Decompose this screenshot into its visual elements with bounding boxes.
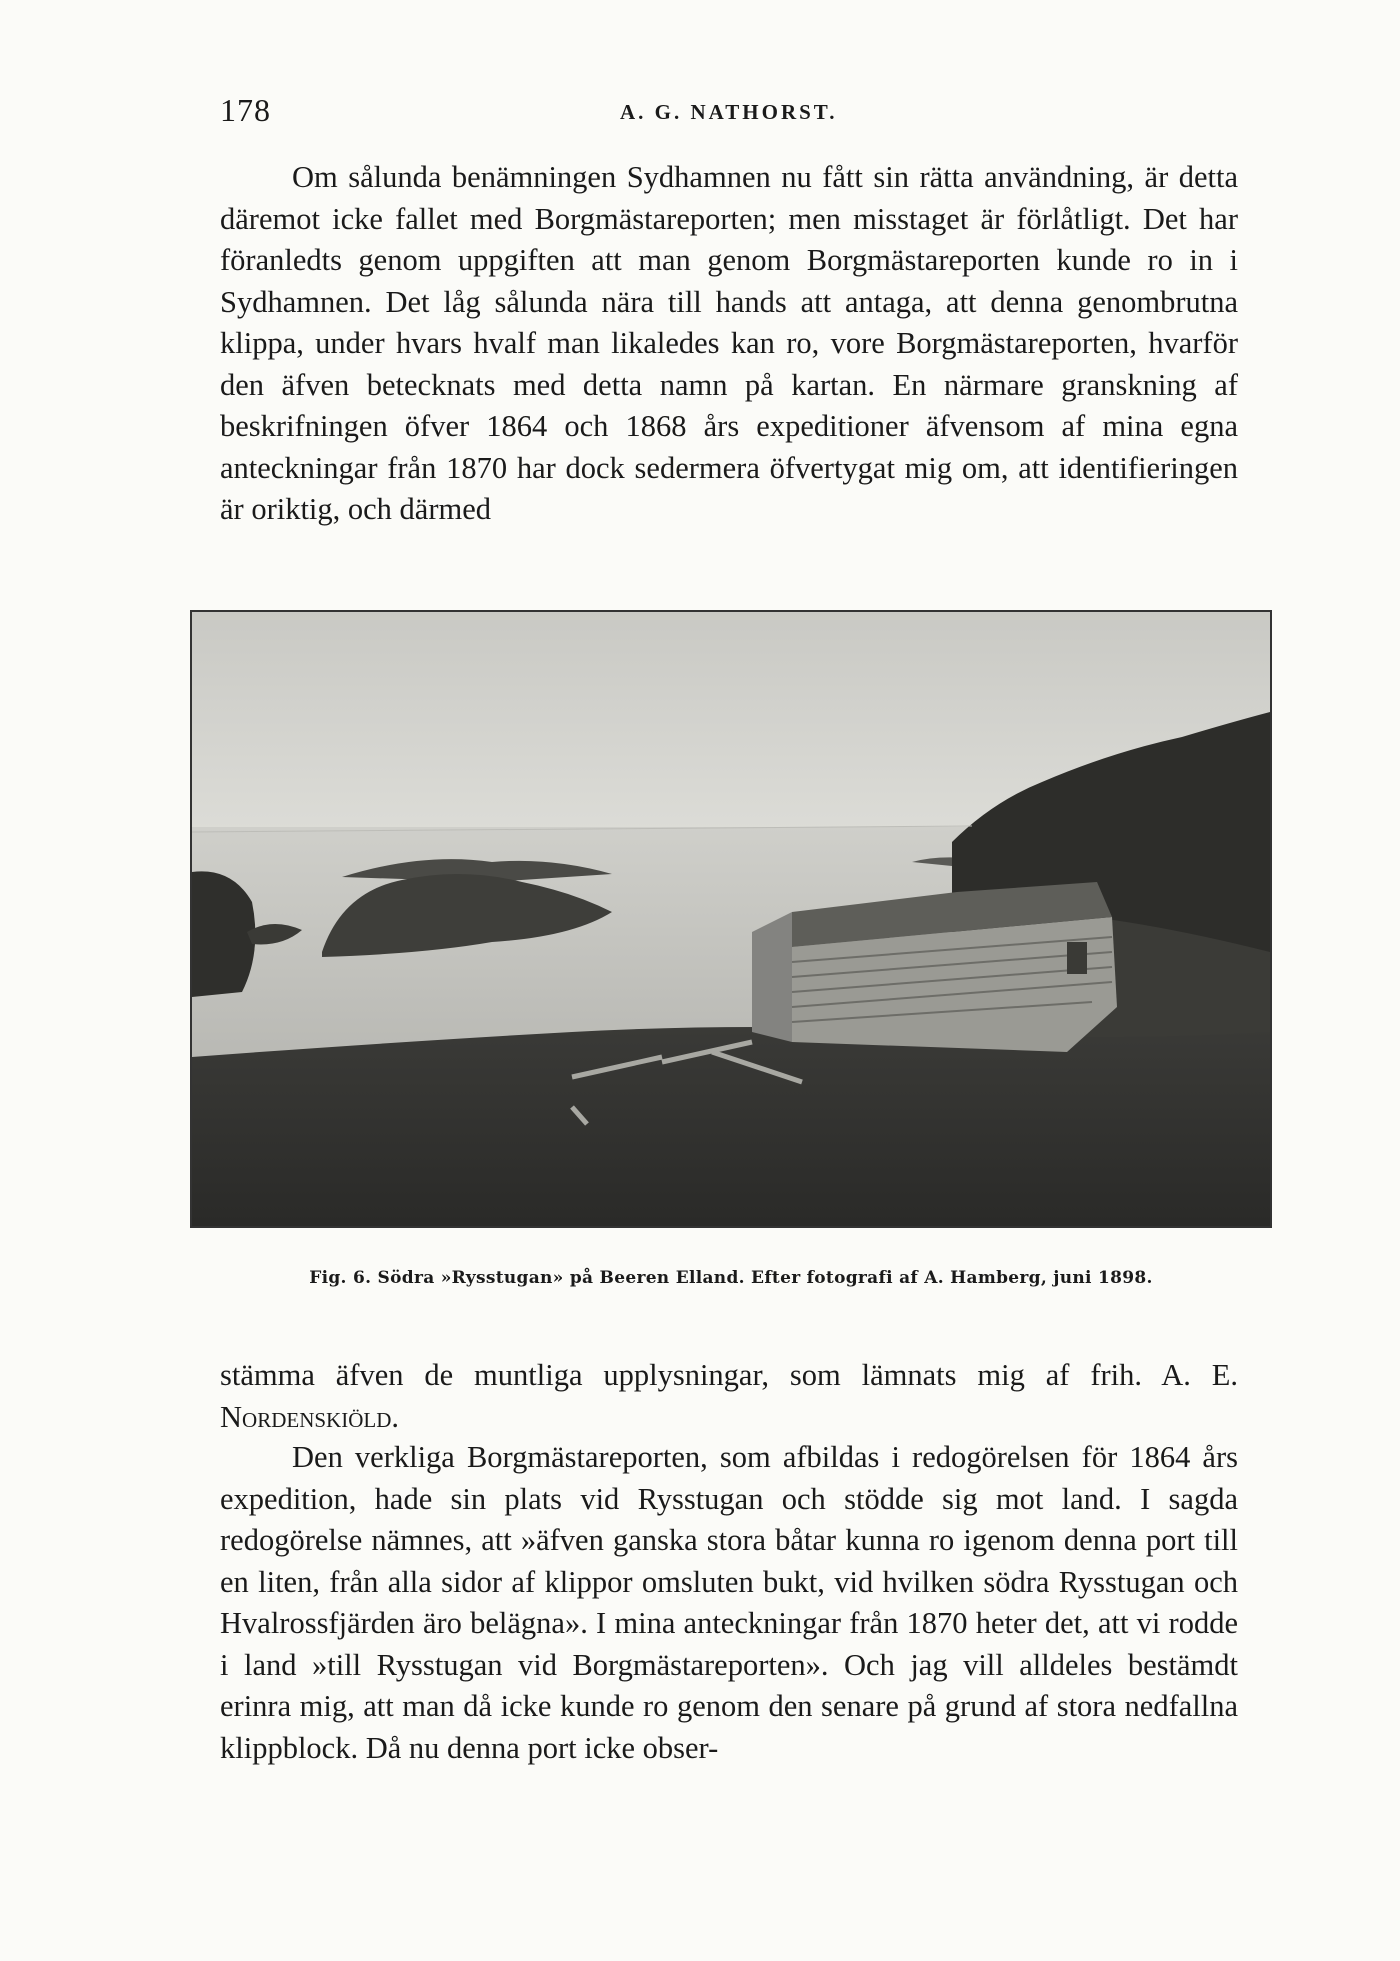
paragraph-1: Om sålunda benämningen Sydhamnen nu fått sin rätta användning, är detta däremot icke fallet med Borgmästareporten; men misstaget är förlåtligt. Det har föranledts genom uppgiften att man genom Borgmästareporten kunde ro in i Sydhamnen. Det låg sålunda nära till hands att antaga, att denna genombrutna klippa, under hvars hvalf man likaledes kan ro, vore Borgmästareporten, hvarför den äfven betecknats med detta namn på kartan. En närmare granskning af beskrifningen öfver 1864 och 1868 års expeditioner äfvensom af mina egna anteckningar från 1870 har dock sedermera öfvertygat mig om, att identifieringen är oriktig, och därmed	[220, 160, 1238, 526]
paragraph-2-text: stämma äfven de muntliga upplysningar, som lämnats mig af frih. A. E.	[220, 1358, 1238, 1392]
paragraph-3: Den verkliga Borgmästareporten, som afbildas i redogörelsen för 1864 års expedition, hade sin plats vid Rysstugan och stödde sig mot land. I sagda redogörelse nämnes, att »äfven ganska stora båtar kunna ro igenom denna port till en liten, från alla sidor af klippor omsluten bukt, vid hvilken södra Rysstugan och Hvalrossfjärden äro belägna». I mina anteckningar från 1870 heter det, att vi rodde i land »till Rysstugan vid Borgmästareporten». Och jag vill alldeles bestämdt erinra mig, att man då icke kunde ro genom den senare på grund af stora nedfallna klippblock. Då nu denna port icke obser-	[220, 1440, 1238, 1765]
photograph-figure	[190, 610, 1272, 1228]
hut-photograph	[192, 612, 1270, 1226]
figure-caption: Fig. 6. Södra »Rysstugan» på Beeren Elland. Efter fotografi af A. Hamberg, juni 1898.	[309, 1268, 1153, 1288]
page-header	[220, 92, 1240, 132]
page-number: 178	[220, 92, 271, 128]
running-head: A. G. NATHORST.	[620, 100, 838, 124]
paragraph-2	[220, 1355, 1238, 1438]
author-name: Nordenskiöld.	[220, 1399, 399, 1434]
